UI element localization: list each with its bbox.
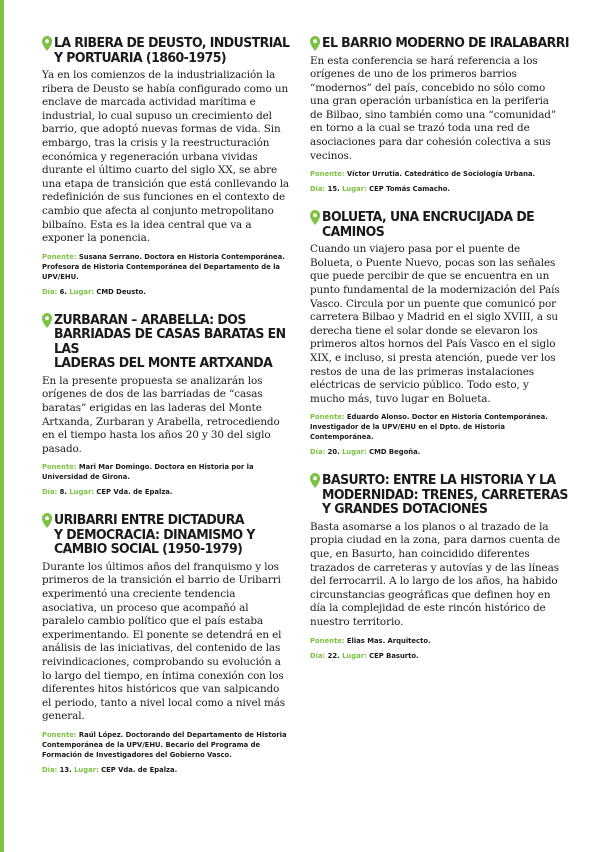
talk-title — [42, 513, 300, 557]
speaker-label: Ponente: — [310, 170, 345, 179]
day-value: 8. — [59, 488, 67, 497]
day-label: Día: — [310, 651, 326, 660]
day-value: 15. — [327, 185, 340, 194]
speaker-label: Ponente: — [42, 730, 77, 739]
place-value: CEP Vda. de Epalza. — [101, 765, 178, 774]
date-place-info — [42, 765, 290, 775]
speaker-text: Mari Mar Domingo. Doctora en Historia por la Universidad de Girona. — [42, 463, 254, 482]
talk-section — [42, 513, 290, 775]
talk-section — [42, 313, 290, 498]
talk-section — [42, 36, 290, 297]
speaker-label: Ponente: — [42, 463, 77, 472]
place-value: CMD Deusto. — [96, 287, 146, 296]
talk-description: En esta conferencia se hará referencia a los orígenes de uno de los primeros barrios “modernos” del país, concebido no sólo como una gran operación urbanística en la periferia de Bilbao, sino también como una “comunidad” en torno a la cual se trazó toda una red de asociaciones para dar cohesión colectiva a sus vecinos. — [310, 54, 557, 162]
day-label: Día: — [310, 185, 326, 194]
talk-title — [42, 313, 300, 371]
title-line: URIBARRI ENTRE DICTADURA — [53, 512, 244, 529]
speaker-info — [310, 169, 560, 179]
place-label: Lugar: — [342, 448, 367, 457]
map-pin-icon — [42, 36, 52, 51]
map-pin-icon — [42, 513, 52, 528]
place-value: CEP Vda. de Epalza. — [96, 488, 173, 497]
talk-description: Ya en los comienzos de la industrialización la ribera de Deusto se había configurado como un enclave de marcada actividad marítima e industrial, lo cual supuso un crecimiento del barrio, que adoptó nuevas formas de vida. Sin embargo, tras la crisis y la reestructuración económica y regeneración urbana vividas durante el último cuarto del siglo XX, se abre una etapa de transición que está conllevando la redefinición de sus funciones en el contexto de cambio que afecta al conjunto metropolitano bilbaíno. Esta es la idea central que va a exponer la ponencia. — [42, 69, 290, 245]
title-line: Y DEMOCRACIA: DINAMISMO Y — [53, 526, 255, 543]
day-value: 6. — [59, 287, 67, 296]
speaker-info — [42, 252, 290, 282]
talk-description: Cuando un viajero pasa por el puente de Bolueta, o Puente Nuevo, pocas son las señales que puede percibir de que se encuentra en un punto fundamental de la modernización del País Vasco. Circula por un puente que comunicó por carretera Bilbao y Madrid en el siglo XVIII, a su derecha tiene el solar donde se elevaron los primeros altos hornos del País Vasco en el siglo XIX, e incluso, si presta atención, puede ver los restos de una de las primeras instalaciones eléctricas de servicio público. Todo esto, y mucho más, tuvo lugar en Bolueta. — [310, 243, 560, 405]
speaker-info — [42, 730, 290, 760]
title-line: EL BARRIO MODERNO DE IRALABARRI — [321, 35, 569, 51]
map-pin-icon — [310, 36, 320, 51]
talk-section — [310, 210, 560, 457]
place-value: CEP Tomás Camacho. — [369, 185, 450, 194]
speaker-label: Ponente: — [42, 252, 77, 261]
title-line: LA RIBERA DE DEUSTO, INDUSTRIAL — [53, 35, 290, 51]
day-label: Día: — [42, 287, 58, 296]
title-line: ZURBARAN – ARABELLA: DOS — [53, 311, 246, 328]
title-line: Y GRANDES DOTACIONES — [321, 501, 488, 518]
speaker-info — [42, 462, 290, 482]
speaker-text: Víctor Urrutia. Catedrático de Sociología Urbana. — [346, 170, 536, 179]
speaker-label: Ponente: — [310, 413, 345, 422]
title-line: LADERAS DEL MONTE ARTXANDA — [53, 355, 273, 372]
talk-title — [310, 36, 570, 51]
talk-section — [310, 35, 569, 194]
date-place-info — [310, 447, 560, 457]
title-line: BOLUETA, UNA ENCRUCIJADA DE CAMINOS — [321, 209, 535, 240]
title-line: Y PORTUARIA (1860-1975) — [53, 49, 227, 66]
place-label: Lugar: — [342, 651, 367, 660]
date-place-info — [310, 184, 560, 194]
day-label: Día: — [42, 488, 58, 497]
speaker-info — [310, 412, 560, 442]
place-value: CEP Basurto. — [369, 651, 419, 660]
talk-title — [310, 210, 570, 239]
speaker-text: Susana Serrano. Doctora en Historia Contemporánea. Profesora de Historia Contemporánea del Departamento de la UPV/EHU. — [42, 252, 285, 281]
title-line: BARRIADAS DE CASAS BARATAS EN LAS — [53, 326, 286, 357]
title-line: CAMBIO SOCIAL (1950-1979) — [53, 541, 243, 558]
left-accent-bar — [0, 0, 4, 852]
speaker-label: Ponente: — [310, 636, 345, 645]
place-label: Lugar: — [74, 765, 99, 774]
talk-description: Basta asomarse a los planos o al trazado de la propia ciudad en la zona, para darnos cuenta de que, en Basurto, han coincidido diferentes trazados de carreteras y autovías y de las líneas del ferrocarril. A lo largo de los años, ha habido circunstancias geográficas que definen hoy en día la complejidad de este rincón histórico de nuestro territorio. — [310, 520, 561, 629]
talk-section — [310, 472, 568, 660]
talk-description: En la presente propuesta se analizarán los orígenes de dos de las barriadas de “casas baratas” erigidas en las laderas del Monte Artxanda, Zurbaran y Arabella, retrocediendo en el tiempo hasta los años 20 y 30 del siglo pasado. — [42, 374, 280, 455]
map-pin-icon — [42, 313, 52, 328]
place-label: Lugar: — [69, 287, 95, 296]
day-value: 22. — [327, 651, 340, 660]
place-value: CMD Begoña. — [369, 448, 421, 457]
speaker-text: Eduardo Alonso. Doctor en Historia Contemporánea. Investigador de la UPV/EHU en el Dpto. de Historia Contemporánea. — [310, 413, 548, 442]
date-place-info — [42, 487, 290, 497]
right-column — [310, 35, 569, 677]
day-label: Día: — [42, 765, 58, 774]
place-label: Lugar: — [342, 185, 367, 194]
date-place-info — [42, 287, 290, 297]
map-pin-icon — [310, 210, 320, 225]
speaker-text: Elias Mas. Arquitecto. — [346, 636, 431, 645]
day-value: 20. — [327, 448, 340, 457]
left-column — [42, 36, 290, 791]
day-label: Día: — [310, 448, 326, 457]
talk-title — [310, 473, 570, 517]
speaker-info — [310, 636, 560, 646]
place-label: Lugar: — [69, 488, 95, 497]
speaker-text: Raúl López. Doctorando del Departamento de Historia Contemporánea de la UPV/EHU. Becario del Programa de Formación de Investigadores del Gobierno Vasco. — [42, 730, 287, 759]
title-line: MODERNIDAD: TRENES, CARRETERAS — [321, 486, 568, 503]
map-pin-icon — [310, 473, 320, 488]
talk-title — [42, 36, 300, 65]
talk-description: Durante los últimos años del franquismo y los primeros de la transición el barrio de Uribarri experimentó una creciente tendencia asociativa, un proceso que acompañó al paralelo cambio político que el país estaba experimentando. El ponente se detendrá en el análisis de las iniciativas, del contenido de las reivindicaciones, comprobando su evolución a lo largo del tiempo, en íntima conexión con los diferentes hitos históricos que van salpicando el periodo, tanto a nivel local como a nivel más general. — [42, 560, 286, 723]
title-line: BASURTO: ENTRE LA HISTORIA Y LA — [321, 472, 556, 489]
date-place-info — [310, 651, 560, 661]
day-value: 13. — [59, 765, 72, 774]
